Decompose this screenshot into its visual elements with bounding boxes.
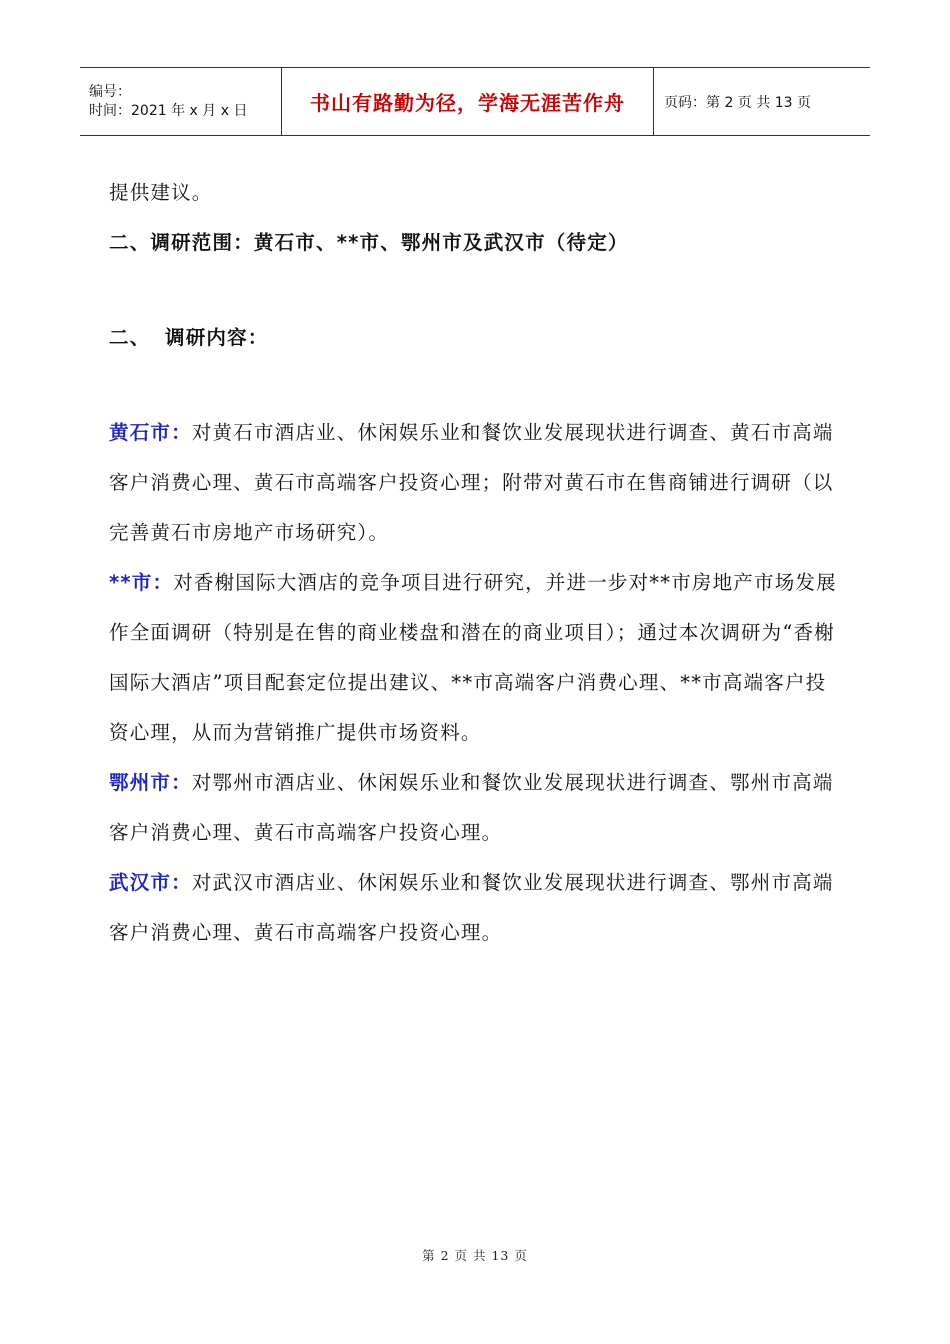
item-text: 对香榭国际大酒店的竞争项目进行研究，并进一步对**市房地产市场发展作全面调研（特别是在售的商业楼盘和潜在的商业项目）；通过本次调研为“香榭国际大酒店”项目配套定位提出建议、**市高端客户消费心理、**市高端客户投资心理，从而为营销推广提供市场资料。	[109, 571, 837, 744]
header-info-cell	[80, 68, 282, 135]
item-lead: **市：	[109, 571, 174, 594]
section-scope-heading: 二、调研范围：黄石市、**市、鄂州市及武汉市（待定）	[109, 231, 629, 254]
item-text: 对黄石市酒店业、休闲娱乐业和餐饮业发展现状进行调查、黄石市高端客户消费心理、黄石市高端客户投资心理；附带对黄石市在售商铺进行调研（以完善黄石市房地产市场研究）。	[109, 421, 834, 544]
doc-date: 时间：2021 年 x 月 x 日	[89, 102, 248, 119]
list-item	[109, 758, 841, 858]
section-content-heading	[109, 313, 841, 363]
item-text: 对武汉市酒店业、休闲娱乐业和餐饮业发展现状进行调查、鄂州市高端客户消费心理、黄石市高端客户投资心理。	[109, 871, 834, 944]
header-page-info: 页码：第 2 页 共 13 页	[664, 94, 811, 111]
item-lead: 武汉市：	[109, 871, 192, 894]
list-item	[109, 408, 841, 558]
footer-page-number: 第 2 页 共 13 页	[422, 1248, 528, 1263]
section-title: 调研内容：	[165, 326, 269, 349]
list-item	[109, 858, 841, 958]
list-item	[109, 558, 841, 758]
item-text: 对鄂州市酒店业、休闲娱乐业和餐饮业发展现状进行调查、鄂州市高端客户消费心理、黄石市高端客户投资心理。	[109, 771, 834, 844]
continuation-text: 提供建议。	[109, 181, 213, 204]
item-lead: 鄂州市：	[109, 771, 192, 794]
page-header	[80, 67, 870, 136]
item-lead: 黄石市：	[109, 421, 192, 444]
section-number: 二、	[109, 326, 151, 349]
header-page-cell	[654, 68, 870, 135]
doc-number: 编号：	[89, 83, 131, 100]
motto-text: 书山有路勤为径，学海无涯苦作舟	[310, 91, 625, 115]
document-body	[109, 168, 841, 958]
header-motto-cell	[282, 68, 654, 135]
page-footer	[0, 1246, 950, 1264]
